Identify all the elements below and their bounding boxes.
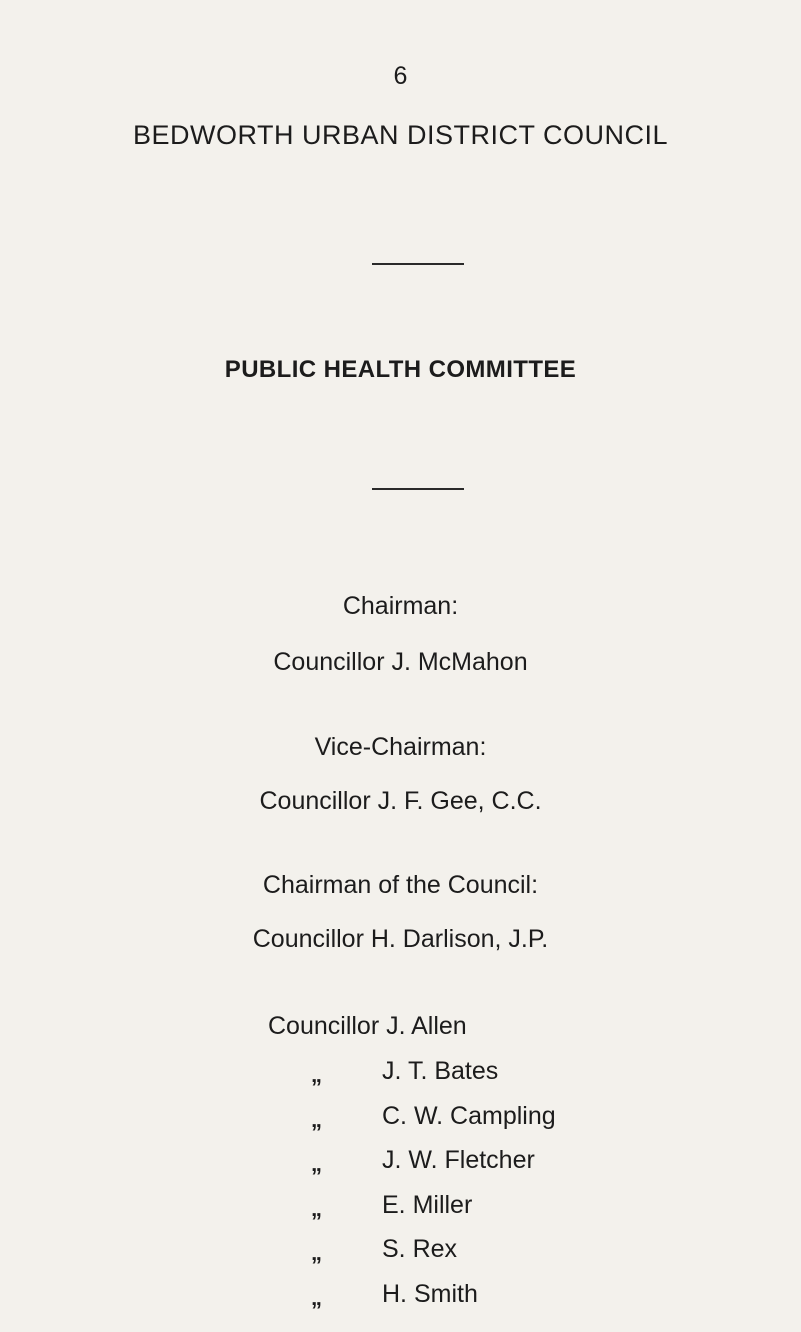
council-title: BEDWORTH URBAN DISTRICT COUNCIL (132, 120, 669, 150)
council-chairman-name: Councillor H. Darlison, J.P. (252, 925, 549, 953)
ditto-mark: „ (311, 1285, 322, 1310)
member-name: H. Smith (382, 1280, 478, 1308)
ditto-mark: „ (311, 1196, 322, 1221)
chairman-label: Chairman: (342, 592, 459, 620)
chairman-name: Councillor J. McMahon (273, 648, 528, 676)
divider-rule (372, 263, 464, 265)
member-name: S. Rex (382, 1235, 458, 1263)
ditto-mark: „ (311, 1151, 322, 1176)
committee-title: PUBLIC HEALTH COMMITTEE (224, 356, 577, 383)
member-first: Councillor J. Allen (268, 1012, 467, 1040)
ditto-mark: „ (311, 1240, 322, 1265)
member-name: E. Miller (382, 1191, 473, 1219)
ditto-mark: „ (311, 1062, 322, 1087)
member-name: J. T. Bates (382, 1057, 499, 1085)
member-name: J. W. Fletcher (382, 1146, 535, 1174)
vice-chairman-label: Vice-Chairman: (314, 733, 487, 761)
vice-chairman-name: Councillor J. F. Gee, C.C. (259, 787, 542, 815)
ditto-mark: „ (311, 1107, 322, 1132)
member-name: C. W. Campling (382, 1102, 556, 1130)
council-chairman-label: Chairman of the Council: (262, 871, 539, 899)
divider-rule (372, 488, 464, 490)
page-number: 6 (393, 62, 408, 90)
